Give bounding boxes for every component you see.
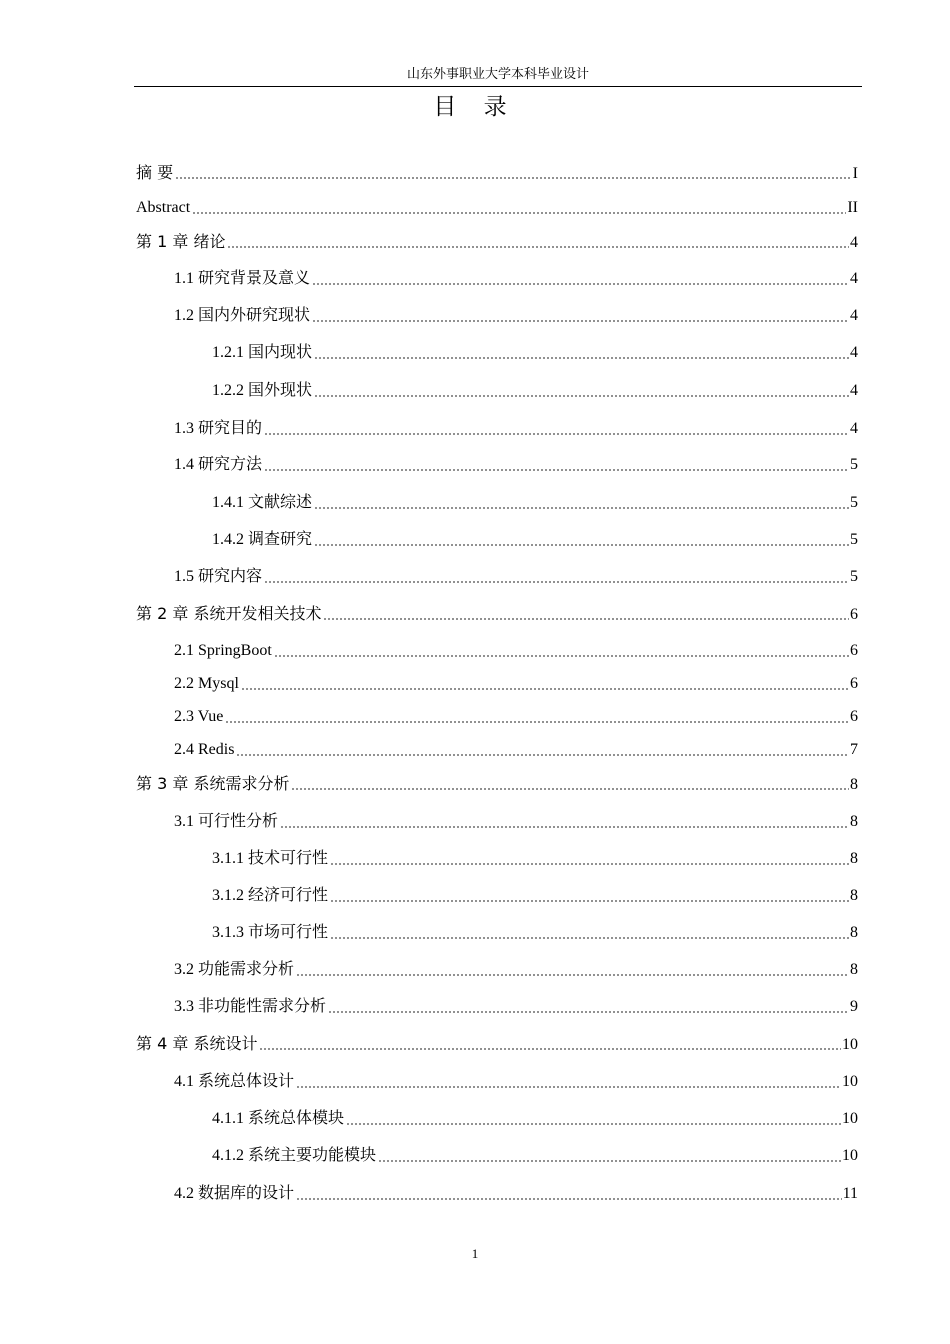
toc-entry-label: 1.4 研究方法 bbox=[174, 456, 263, 473]
dot-leader bbox=[346, 1123, 841, 1125]
toc-entry-page: 11 bbox=[842, 1185, 858, 1202]
dot-leader bbox=[330, 863, 849, 865]
toc-entry-page: II bbox=[847, 199, 858, 216]
toc-entry-label: 4.1.1 系统总体模块 bbox=[212, 1110, 345, 1127]
toc-entry-label: 1.5 研究内容 bbox=[174, 568, 263, 585]
toc-entry-label: 1.3 研究目的 bbox=[174, 420, 263, 437]
dot-leader bbox=[264, 433, 849, 435]
dot-leader bbox=[280, 826, 849, 828]
toc-entry-page: 6 bbox=[850, 708, 858, 725]
toc-entry[interactable] bbox=[174, 268, 858, 290]
dot-leader bbox=[192, 212, 846, 214]
toc-entry-page: 8 bbox=[850, 850, 858, 867]
dot-leader bbox=[225, 721, 849, 723]
toc-entry-label: 3.1 可行性分析 bbox=[174, 813, 279, 830]
toc-entry-page: 8 bbox=[850, 813, 858, 830]
toc-entry[interactable] bbox=[212, 922, 858, 944]
toc-entry[interactable] bbox=[136, 197, 858, 219]
toc-entry-page: 4 bbox=[850, 270, 858, 287]
toc-entry-label: 2.2 Mysql bbox=[174, 675, 239, 692]
toc-entry-page: 10 bbox=[842, 1036, 858, 1053]
dot-leader bbox=[296, 974, 849, 976]
toc-entry[interactable] bbox=[212, 492, 858, 514]
dot-leader bbox=[291, 788, 849, 790]
toc-entry-label: 3.1.2 经济可行性 bbox=[212, 887, 329, 904]
toc-entry-label: 3.2 功能需求分析 bbox=[174, 961, 295, 978]
toc-entry-page: 10 bbox=[842, 1073, 858, 1090]
toc-entry-label: 4.1 系统总体设计 bbox=[174, 1073, 295, 1090]
toc-entry-page: 8 bbox=[850, 776, 858, 793]
dot-leader bbox=[175, 177, 852, 179]
toc-entry-label: Abstract bbox=[136, 199, 191, 216]
toc-entry[interactable] bbox=[174, 305, 858, 327]
toc-entry-page: 9 bbox=[850, 998, 858, 1015]
toc-entry[interactable] bbox=[174, 811, 858, 833]
toc-entry-label: 2.3 Vue bbox=[174, 708, 224, 725]
toc-entry[interactable] bbox=[212, 848, 858, 870]
toc-entry[interactable] bbox=[174, 739, 858, 761]
toc-entry-page: 4 bbox=[850, 382, 858, 399]
toc-entry-label: 4.2 数据库的设计 bbox=[174, 1185, 295, 1202]
toc-entry-page: 7 bbox=[850, 741, 858, 758]
toc-entry[interactable] bbox=[174, 640, 858, 662]
toc-entry-page: 4 bbox=[850, 234, 858, 251]
toc-entry[interactable] bbox=[174, 566, 858, 588]
toc-entry-page: I bbox=[852, 165, 858, 182]
toc-entry[interactable] bbox=[174, 1071, 858, 1093]
toc-entry[interactable] bbox=[212, 1108, 858, 1130]
toc-entry[interactable] bbox=[136, 162, 858, 184]
dot-leader bbox=[312, 320, 849, 322]
toc-entry-label: 1.4.2 调查研究 bbox=[212, 531, 313, 548]
toc-entry-page: 8 bbox=[850, 961, 858, 978]
dot-leader bbox=[330, 900, 849, 902]
toc-entry-label: 1.2 国内外研究现状 bbox=[174, 307, 311, 324]
toc-entry-page: 8 bbox=[850, 887, 858, 904]
toc-entry-label: 1.1 研究背景及意义 bbox=[174, 270, 311, 287]
running-header: 山东外事职业大学本科毕业设计 bbox=[406, 66, 589, 81]
dot-leader bbox=[330, 937, 849, 939]
dot-leader bbox=[227, 246, 849, 248]
dot-leader bbox=[259, 1048, 841, 1050]
toc-entry-page: 6 bbox=[850, 675, 858, 692]
dot-leader bbox=[312, 283, 849, 285]
dot-leader bbox=[323, 618, 849, 620]
page-title: 目 录 bbox=[433, 94, 517, 120]
page-number: 1 bbox=[471, 1246, 479, 1261]
dot-leader bbox=[236, 754, 849, 756]
toc-entry-page: 5 bbox=[850, 531, 858, 548]
toc-entry[interactable] bbox=[174, 1183, 858, 1205]
toc-entry-label: 3.3 非功能性需求分析 bbox=[174, 998, 327, 1015]
toc-entry-label: 2.1 SpringBoot bbox=[174, 642, 272, 659]
toc-entry[interactable] bbox=[136, 773, 858, 795]
toc-entry-page: 6 bbox=[850, 606, 858, 623]
toc-entry[interactable] bbox=[136, 603, 858, 625]
toc-entry-label: 1.2.2 国外现状 bbox=[212, 382, 313, 399]
toc-entry-label: 第 3 章 系统需求分析 bbox=[136, 774, 290, 793]
toc-entry-page: 10 bbox=[842, 1147, 858, 1164]
toc-entry-page: 8 bbox=[850, 924, 858, 941]
toc-entry-label: 1.2.1 国内现状 bbox=[212, 344, 313, 361]
toc-entry[interactable] bbox=[174, 996, 858, 1018]
dot-leader bbox=[296, 1086, 841, 1088]
dot-leader bbox=[274, 655, 849, 657]
toc-entry-label: 第 4 章 系统设计 bbox=[136, 1034, 258, 1053]
toc-entry-page: 5 bbox=[850, 494, 858, 511]
toc-entry-label: 4.1.2 系统主要功能模块 bbox=[212, 1147, 377, 1164]
toc-entry-page: 6 bbox=[850, 642, 858, 659]
dot-leader bbox=[314, 395, 849, 397]
toc-entry-label: 摘 要 bbox=[136, 163, 174, 182]
toc-entry-page: 4 bbox=[850, 344, 858, 361]
toc-entry[interactable] bbox=[136, 231, 858, 253]
toc-entry-label: 2.4 Redis bbox=[174, 741, 235, 758]
toc-entry-page: 5 bbox=[850, 568, 858, 585]
dot-leader bbox=[296, 1198, 842, 1200]
toc-entry-page: 5 bbox=[850, 456, 858, 473]
toc-entry-page: 10 bbox=[842, 1110, 858, 1127]
toc-entry-page: 4 bbox=[850, 420, 858, 437]
dot-leader bbox=[314, 544, 849, 546]
toc-entry-label: 3.1.3 市场可行性 bbox=[212, 924, 329, 941]
dot-leader bbox=[314, 507, 849, 509]
toc-entry[interactable] bbox=[174, 418, 858, 440]
toc-entry[interactable] bbox=[174, 673, 858, 695]
dot-leader bbox=[264, 469, 849, 471]
toc-entry-label: 1.4.1 文献综述 bbox=[212, 494, 313, 511]
toc-entry[interactable] bbox=[212, 1145, 858, 1167]
dot-leader bbox=[328, 1011, 849, 1013]
toc-entry[interactable] bbox=[136, 1033, 858, 1055]
toc-entry[interactable] bbox=[212, 380, 858, 402]
toc-entry-page: 4 bbox=[850, 307, 858, 324]
toc-entry-label: 第 2 章 系统开发相关技术 bbox=[136, 604, 322, 623]
toc-entry-label: 第 1 章 绪论 bbox=[136, 232, 226, 251]
toc-entry[interactable] bbox=[212, 342, 858, 364]
toc-entry[interactable] bbox=[212, 529, 858, 551]
toc-entry[interactable] bbox=[212, 885, 858, 907]
dot-leader bbox=[241, 688, 849, 690]
toc-entry[interactable] bbox=[174, 454, 858, 476]
toc-entry-label: 3.1.1 技术可行性 bbox=[212, 850, 329, 867]
toc-entry[interactable] bbox=[174, 959, 858, 981]
dot-leader bbox=[264, 581, 849, 583]
dot-leader bbox=[314, 357, 849, 359]
dot-leader bbox=[378, 1160, 841, 1162]
toc-entry[interactable] bbox=[174, 706, 858, 728]
